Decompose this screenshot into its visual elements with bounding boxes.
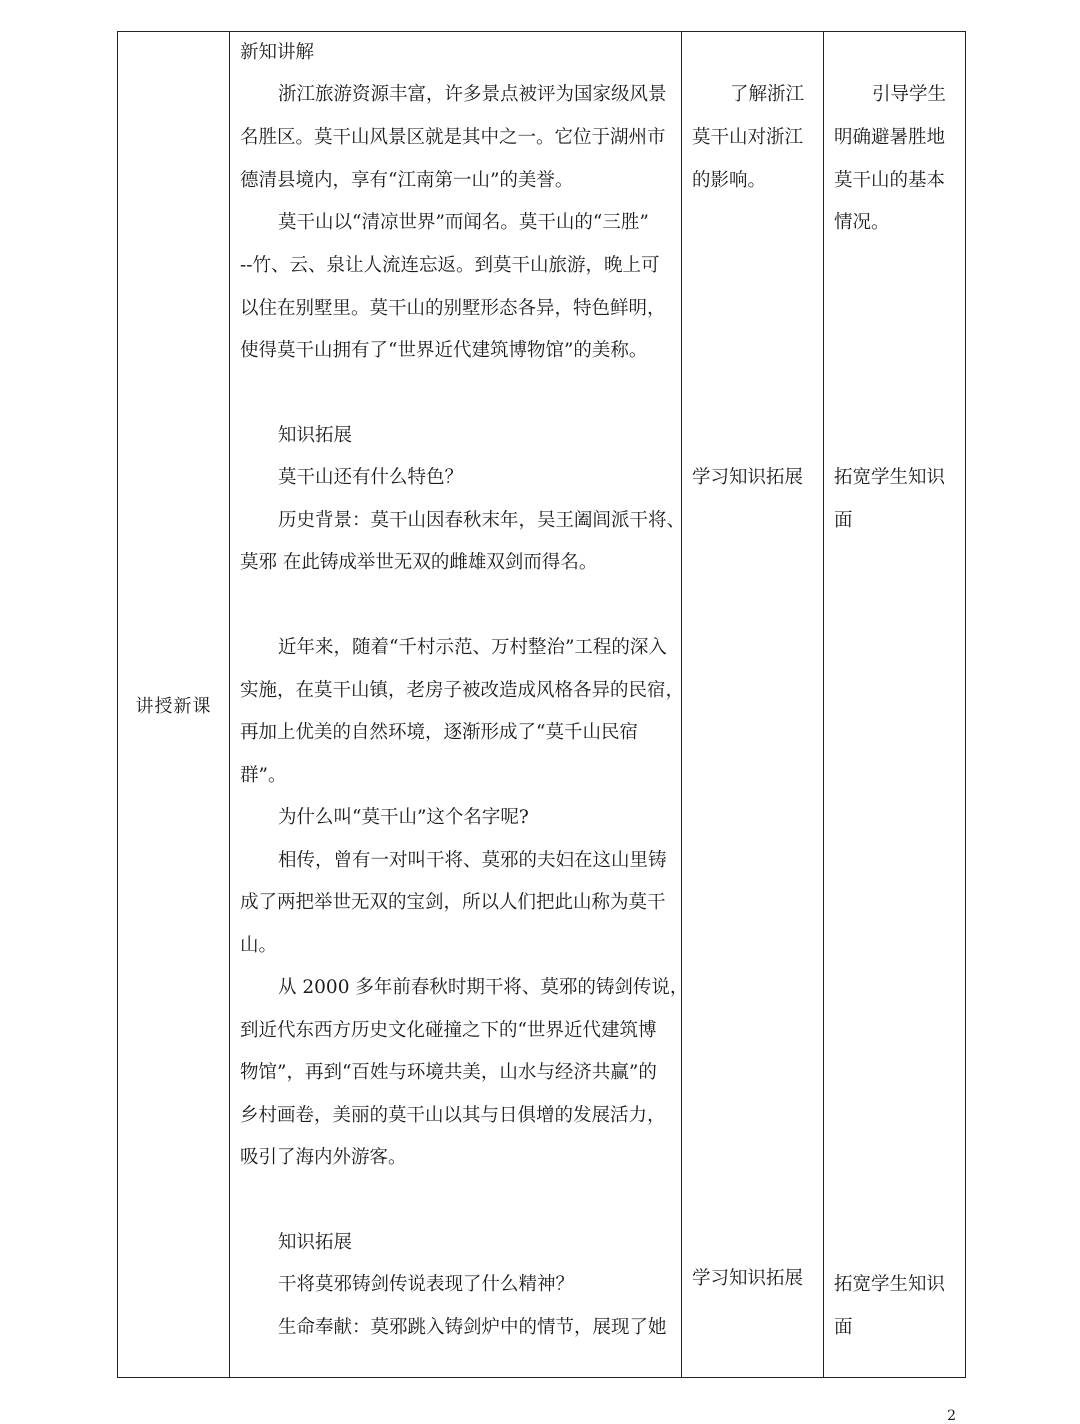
paragraph-line: 历史背景：莫干山因春秋末年，吴王阖闾派干将、 <box>278 510 686 531</box>
design-intent-line: 莫干山的基本 <box>834 170 946 191</box>
paragraph-line: --竹、云、泉让人流连忘返。到莫干山旅游，晚上可 <box>240 255 660 276</box>
design-intent-line: 拓宽学生知识 <box>834 1274 946 1295</box>
paragraph-line: 名胜区。莫干山风景区就是其中之一。它位于湖州市 <box>240 127 666 148</box>
design-intent-line: 情况。 <box>834 212 890 233</box>
paragraph-line: 从 2000 多年前春秋时期干将、莫邪的铸剑传说， <box>278 977 689 998</box>
design-intent-line: 引导学生 <box>872 84 947 105</box>
stage-label: 讲授新课 <box>135 695 212 717</box>
paragraph-line: 到近代东西方历史文化碰撞之下的“世界近代建筑博 <box>240 1020 657 1041</box>
design-intent-line: 明确避暑胜地 <box>834 127 946 148</box>
student-activity-line: 学习知识拓展 <box>692 1268 804 1289</box>
paragraph-line: 成了两把举世无双的宝剑，所以人们把此山称为莫干 <box>240 892 666 913</box>
content-cell <box>230 32 689 1378</box>
student-activity-line: 学习知识拓展 <box>692 467 804 488</box>
student-activity-cell <box>682 32 824 1378</box>
design-intent-line: 面 <box>834 510 853 531</box>
question-line: 为什么叫“莫干山”这个名字呢? <box>278 807 529 828</box>
student-activity-line: 莫干山对浙江 <box>692 127 804 148</box>
stage-cell <box>118 32 230 1378</box>
paragraph-line: 群”。 <box>240 765 287 786</box>
paragraph-line: 近年来，随着“千村示范、万村整治”工程的深入 <box>278 637 667 658</box>
page-number: 2 <box>947 1408 956 1424</box>
paragraph-line: 再加上优美的自然环境，逐渐形成了“莫千山民宿 <box>240 722 638 743</box>
design-intent-line: 拓宽学生知识 <box>834 467 946 488</box>
paragraph-line: 物馆”，再到“百姓与环境共美，山水与经济共赢”的 <box>240 1062 657 1083</box>
paragraph-line: 吸引了海内外游客。 <box>240 1147 407 1168</box>
paragraph-line: 浙江旅游资源丰富，许多景点被评为国家级风景 <box>278 84 667 105</box>
paragraph-line: 莫邪 在此铸成举世无双的雌雄双剑而得名。 <box>240 552 598 573</box>
paragraph-line: 山。 <box>240 935 278 956</box>
content-heading: 新知讲解 <box>240 42 315 63</box>
paragraph-line: 乡村画卷，美丽的莫干山以其与日俱增的发展活力， <box>240 1105 666 1126</box>
paragraph-line: 以住在别墅里。莫干山的别墅形态各异，特色鲜明， <box>240 298 666 319</box>
paragraph-line: 相传，曾有一对叫干将、莫邪的夫妇在这山里铸 <box>278 850 667 871</box>
paragraph-line: 实施，在莫干山镇，老房子被改造成风格各异的民宿， <box>240 680 685 701</box>
design-intent-cell <box>824 32 966 1378</box>
student-activity-line: 的影响。 <box>692 170 767 191</box>
extension-question: 干将莫邪铸剑传说表现了什么精神？ <box>278 1274 575 1295</box>
paragraph-line: 德清县境内，享有“江南第一山”的美誉。 <box>240 170 574 191</box>
design-intent-line: 面 <box>834 1317 853 1338</box>
extension-title: 知识拓展 <box>278 1232 353 1253</box>
paragraph-line: 莫干山以“清凉世界”而闻名。莫干山的“三胜” <box>278 212 649 233</box>
extension-question: 莫干山还有什么特色？ <box>278 467 464 488</box>
student-activity-line: 了解浙江 <box>730 84 805 105</box>
paragraph-line: 生命奉献：莫邪跳入铸剑炉中的情节，展现了她 <box>278 1317 667 1338</box>
lesson-plan-table <box>117 31 966 1378</box>
extension-title: 知识拓展 <box>278 425 353 446</box>
paragraph-line: 使得莫干山拥有了“世界近代建筑博物馆”的美称。 <box>240 340 648 361</box>
